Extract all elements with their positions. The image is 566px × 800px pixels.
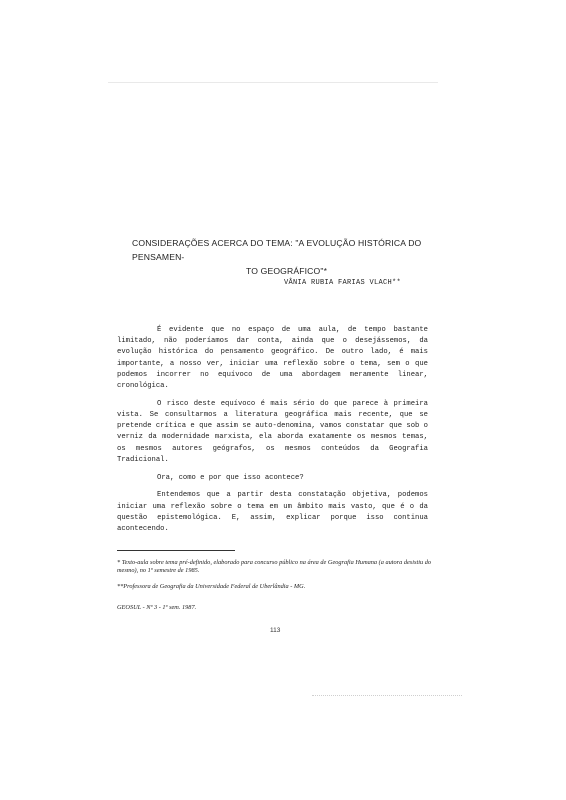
- article-title: [132, 236, 432, 278]
- journal-reference: GEOSUL - Nº 3 - 1º sem. 1987.: [117, 604, 197, 611]
- title-line-2: TO GEOGRÁFICO"*: [246, 266, 328, 276]
- page-number: 113: [270, 627, 281, 634]
- footnotes: [117, 559, 431, 598]
- footnote-1: * Texto-aula sobre tema pré-definido, elaborado para concurso público na área de Geografia Humana (a autora desistiu do mesmo), no 1º semestre de 1985.: [117, 559, 431, 575]
- scan-top-edge: [108, 82, 438, 83]
- scan-bottom-edge: [312, 695, 462, 696]
- footnote-2: **Professora de Geografia da Universidade Federal de Uberlândia - MG.: [117, 582, 306, 590]
- author-name: VÂNIA RUBIA FARIAS VLACH**: [284, 279, 402, 287]
- paragraph-3: Ora, como e por que isso acontece?: [157, 473, 304, 482]
- paragraph-1: É evidente que no espaço de uma aula, de tempo bastante limitado, não poderíamos dar conta, ainda que o desejássemos, da evolução histórica do pensamento geográfico. De outro lado, é mais importante, a nosso ver, iniciar uma reflexão sobre o tema, sem o que podemos incorrer no equívoco de uma abordagem meramente linear, cronológica.: [117, 326, 428, 391]
- footnote-separator: [117, 550, 235, 551]
- paragraph-4: Entendemos que a partir desta constatação objetiva, podemos iniciar uma reflexão sobre o tema em um âmbito mais vasto, que é o da questão epistemológica. E, assim, explicar porque isso continua acontecendo.: [117, 491, 428, 534]
- title-line-1: CONSIDERAÇÕES ACERCA DO TEMA: "A EVOLUÇÃO HISTÓRICA DO PENSAMEN-: [132, 238, 422, 262]
- article-body: [117, 325, 428, 542]
- paragraph-2: O risco deste equívoco é mais sério do que parece à primeira vista. Se consultarmos a literatura geográfica mais recente, que se pretende crítica e que assim se auto-denomina, vamos constatar que sob o verniz da modernidade marxista, ela aborda exatamente os mesmos temas, os mesmos autores geógrafos, os mesmos conteúdos da Geografia Tradicional.: [117, 399, 428, 464]
